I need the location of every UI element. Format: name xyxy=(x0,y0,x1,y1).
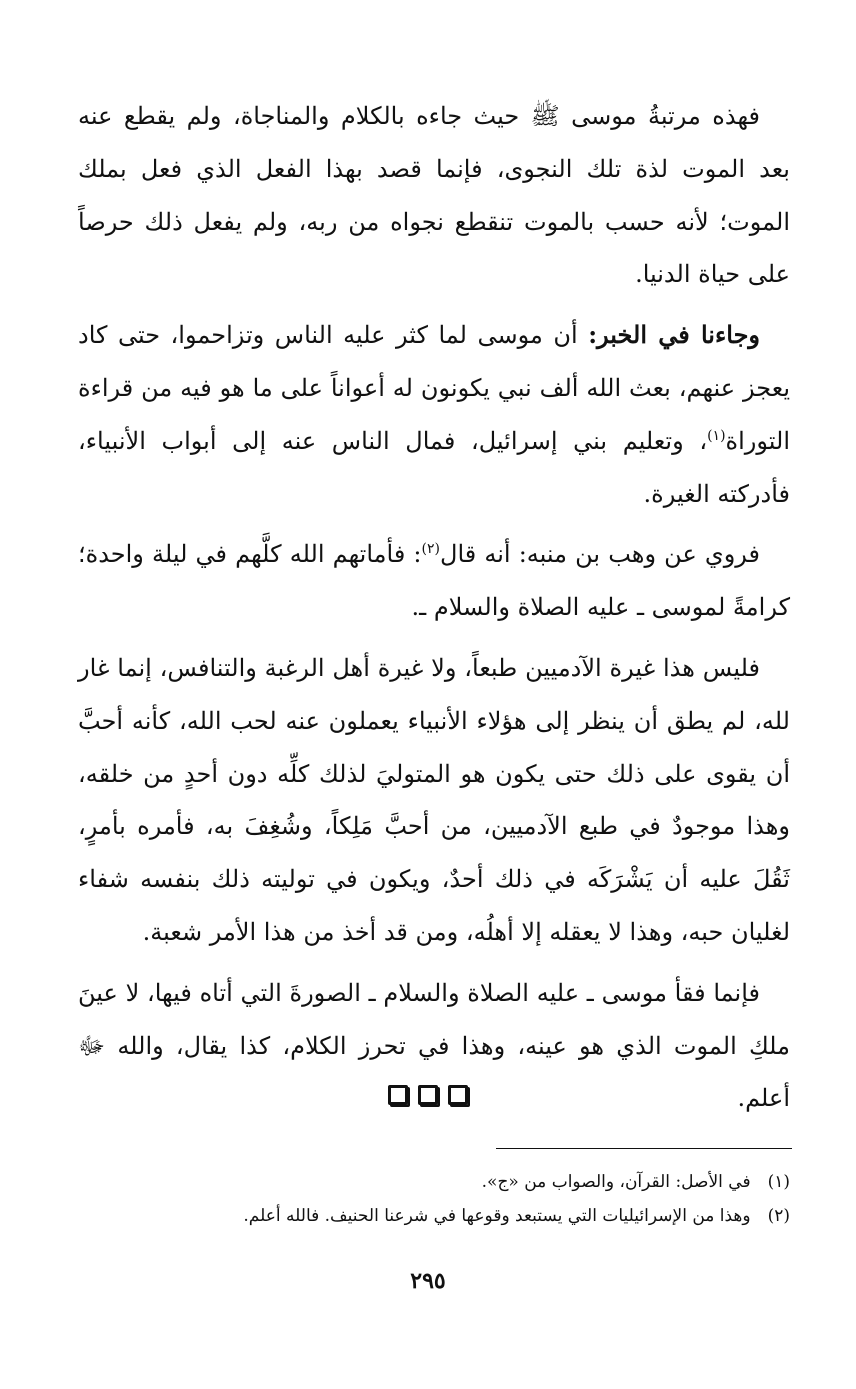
footnote-ref-1[interactable]: (١) xyxy=(707,427,726,444)
paragraph-4 xyxy=(78,642,790,959)
footnote-1-number: (١) xyxy=(767,1172,790,1192)
paragraph-2-text: أن موسى لما كثر عليه الناس وتزاحموا، حتى كاد يعجز عنهم، بعث الله ألف نبي يكونون له أعواناً على ما هو فيه من قراءة التوراة xyxy=(78,321,790,455)
paragraph-3-text: فروي عن وهب بن منبه: أنه قال xyxy=(440,540,760,569)
footnote-2-text: وهذا من الإسرائيليات التي يستبعد وقوعها في شرعنا الحنيف. فالله أعلم. xyxy=(243,1206,751,1226)
paragraph-5-text: فإنما فقأ موسى ـ عليه الصلاة والسلام ـ الصورةَ التي أتاه فيها، لا عينَ ملكِ الموت الذي هو عينه، وهذا في تحرز الكلام، كذا يقال، والله ﷻ أعلم. xyxy=(78,978,790,1113)
paragraph-2-text-after: ، وتعليم بني إسرائيل، فمال الناس عنه إلى أبواب الأنبياء، فأدركته الغيرة. xyxy=(78,426,790,508)
divider-square-icon xyxy=(388,1085,408,1105)
divider-square-icon xyxy=(418,1085,438,1105)
footnotes xyxy=(80,1165,790,1233)
footnote-1-text: في الأصل: القرآن، والصواب من «ج». xyxy=(481,1172,751,1192)
paragraph-1 xyxy=(78,90,790,301)
section-divider xyxy=(0,1085,856,1105)
paragraph-2 xyxy=(78,309,790,520)
paragraph-1-text: فهذه مرتبةُ موسى ﷺ حيث جاءه بالكلام والمناجاة، ولم يقطع عنه بعد الموت لذة تلك النجوى، فإنما قصد بهذا الفعل الذي فعل بملك الموت؛ لأنه حسب بالموت تنقطع نجواه من ربه، ولم يفعل ذلك حرصاً على حياة الدنيا. xyxy=(78,102,790,289)
main-text xyxy=(78,90,790,1133)
divider-square-icon xyxy=(448,1085,468,1105)
footnote-2-number: (٢) xyxy=(767,1206,790,1226)
paragraph-2-lead: وجاءنا في الخبر: xyxy=(588,320,760,350)
footnote-ref-2[interactable]: (٢) xyxy=(421,541,440,558)
footnote-2 xyxy=(80,1199,790,1233)
paragraph-3 xyxy=(78,528,790,634)
paragraph-4-text: فليس هذا غيرة الآدميين طبعاً، ولا غيرة أهل الرغبة والتنافس، إنما غار لله، لم يطق أن ينظر إلى هؤلاء الأنبياء يعملون عنه لحب الله، كأنه أحبَّ أن يقوى على ذلك حتى يكون هو المتوليَ لذلك كلِّه دون أحدٍ من خلقه، وهذا موجودٌ في طبع الآدميين، من أحبَّ مَلِكاً، وشُغِفَ به، فأمره بأمرٍ، ثَقُلَ عليه أن يَشْرَكَه في ذلك أحدٌ، ويكون في توليته ذلك بنفسه شفاء لغليان حبه، وهذا لا يعقله إلا أهلُه، ومن قد أخذ من هذا الأمر شعبة. xyxy=(78,653,790,946)
footnote-separator xyxy=(496,1148,792,1149)
page-number: ٢٩٥ xyxy=(410,1268,446,1294)
footnote-1 xyxy=(80,1165,790,1199)
paragraph-3-text-after: : فأماتهم الله كلَّهم في ليلة واحدة؛ كرامةً لموسى ـ عليه الصلاة والسلام ـ. xyxy=(78,540,790,622)
